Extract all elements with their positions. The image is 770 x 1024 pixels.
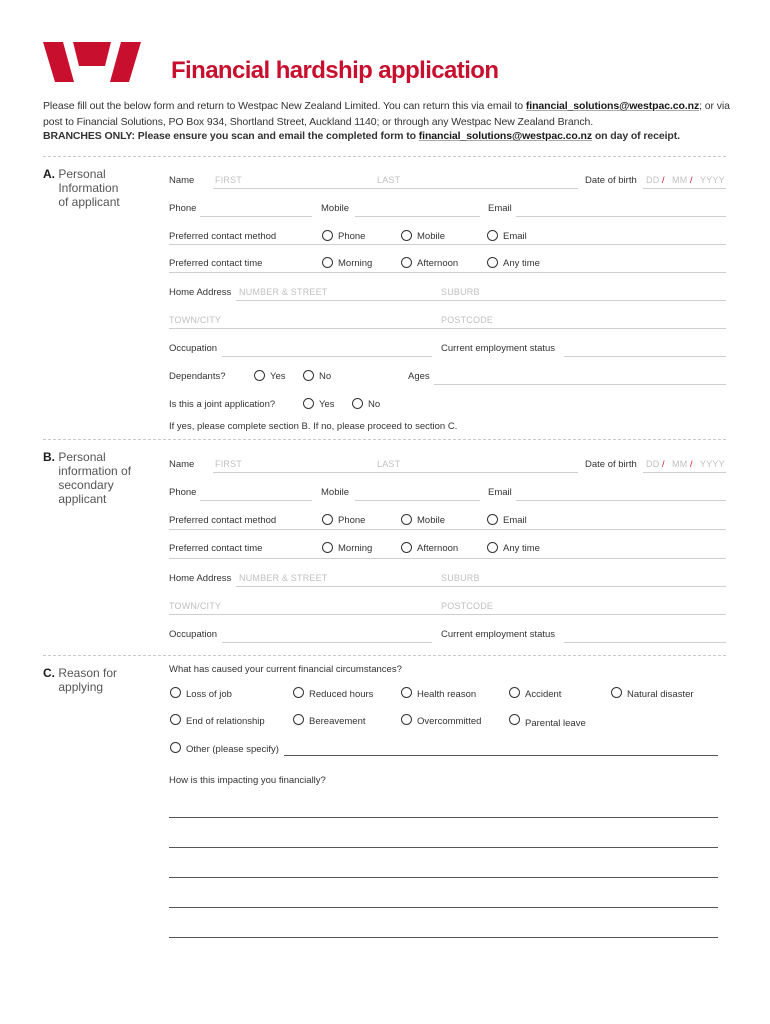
- time-morning-radio[interactable]: [322, 257, 333, 268]
- impact-answer-line[interactable]: [169, 937, 718, 938]
- joint-yes-label: Yes: [319, 399, 335, 410]
- row-divider: [169, 244, 726, 245]
- dob-yyyy: YYYY: [700, 459, 725, 469]
- suburb-placeholder: SUBURB: [441, 573, 480, 583]
- loss-of-job-label: Loss of job: [186, 689, 232, 700]
- dob-dd: DD: [646, 175, 660, 185]
- phone-label: Phone: [169, 487, 197, 498]
- preferred-time-label: Preferred contact time: [169, 543, 263, 554]
- preferred-time-label: Preferred contact time: [169, 258, 263, 269]
- occupation-label: Occupation: [169, 343, 218, 354]
- parental-leave-label: Parental leave: [525, 718, 586, 729]
- dob-mm: MM: [672, 459, 688, 469]
- first-name-placeholder: FIRST: [215, 459, 242, 469]
- phone-field[interactable]: [200, 216, 312, 217]
- town-postcode-field[interactable]: [169, 328, 726, 329]
- postcode-placeholder: POSTCODE: [441, 601, 494, 611]
- time-morning-label: Morning: [338, 258, 373, 269]
- health-reason-label: Health reason: [417, 689, 477, 700]
- method-phone-label: Phone: [338, 515, 366, 526]
- employment-label: Current employment status: [441, 629, 556, 640]
- method-email-label: Email: [503, 515, 527, 526]
- town-placeholder: TOWN/CITY: [169, 601, 222, 611]
- home-address-label: Home Address: [169, 287, 232, 298]
- section-b-label: B. Personal information of secondary applicant: [43, 450, 132, 506]
- joint-yes-radio[interactable]: [303, 398, 314, 409]
- employment-field[interactable]: [564, 356, 726, 357]
- name-label: Name: [169, 459, 195, 470]
- time-anytime-label: Any time: [503, 258, 540, 269]
- impact-answer-line[interactable]: [169, 817, 718, 818]
- dob-yyyy: YYYY: [700, 175, 725, 185]
- dob-slash: /: [662, 175, 665, 185]
- mobile-field[interactable]: [355, 500, 480, 501]
- time-anytime-radio[interactable]: [487, 542, 498, 553]
- time-afternoon-radio[interactable]: [401, 542, 412, 553]
- dependants-yes-radio[interactable]: [254, 370, 265, 381]
- town-placeholder: TOWN/CITY: [169, 315, 222, 325]
- dependants-no-label: No: [319, 371, 332, 382]
- time-morning-radio[interactable]: [322, 542, 333, 553]
- branches-note: BRANCHES ONLY: Please ensure you scan and email the completed form to financial_solutions@westpac.co.nz on day of receipt.: [43, 130, 680, 142]
- ages-label: Ages: [408, 371, 430, 382]
- row-divider: [169, 529, 726, 530]
- other-label: Other (please specify): [186, 744, 279, 755]
- time-morning-label: Morning: [338, 543, 373, 554]
- joint-no-label: No: [368, 399, 381, 410]
- preferred-method-label: Preferred contact method: [169, 515, 277, 526]
- name-field[interactable]: [213, 472, 578, 473]
- section-a-label: A. Personal Information of applicant: [43, 167, 120, 209]
- impact-answer-line[interactable]: [169, 907, 718, 908]
- impact-answer-line[interactable]: [169, 877, 718, 878]
- method-email-radio[interactable]: [487, 514, 498, 525]
- dob-slash: /: [662, 459, 665, 469]
- home-address-label: Home Address: [169, 573, 232, 584]
- time-afternoon-label: Afternoon: [417, 543, 459, 554]
- row-divider: [169, 272, 726, 273]
- address-field[interactable]: [236, 586, 726, 587]
- accident-radio[interactable]: [509, 687, 520, 698]
- email-link[interactable]: financial_solutions@westpac.co.nz: [525, 100, 700, 112]
- method-email-label: Email: [503, 231, 527, 242]
- name-label: Name: [169, 175, 195, 186]
- method-email-radio[interactable]: [487, 230, 498, 241]
- employment-label: Current employment status: [441, 343, 556, 354]
- reduced-hours-label: Reduced hours: [309, 689, 374, 700]
- divider: [43, 655, 726, 656]
- dob-field[interactable]: [643, 188, 726, 189]
- dob-mm: MM: [672, 175, 688, 185]
- overcommitted-label: Overcommitted: [417, 716, 482, 727]
- dependants-label: Dependants?: [169, 371, 226, 382]
- ages-field[interactable]: [434, 384, 726, 385]
- method-phone-radio[interactable]: [322, 230, 333, 241]
- email-field[interactable]: [516, 500, 726, 501]
- method-phone-radio[interactable]: [322, 514, 333, 525]
- occupation-label: Occupation: [169, 629, 218, 640]
- health-reason-radio[interactable]: [401, 687, 412, 698]
- email-field[interactable]: [516, 216, 726, 217]
- end-of-relationship-label: End of relationship: [186, 716, 265, 727]
- suburb-placeholder: SUBURB: [441, 287, 480, 297]
- section-c-label: C. Reason for applying: [43, 666, 118, 694]
- dob-label: Date of birth: [585, 175, 637, 186]
- time-afternoon-radio[interactable]: [401, 257, 412, 268]
- impact-question: How is this impacting you financially?: [169, 775, 326, 786]
- dependants-no-radio[interactable]: [303, 370, 314, 381]
- accident-label: Accident: [525, 689, 562, 700]
- intro-text: Please fill out the below form and return to Westpac New Zealand Limited. You can return this via email to financial_solutions@westpac.co.nz; or via post to Financial Solutions, PO Box 934, Shortland Street, Auckland 1140; or through any Westpac New Zealand Branch.: [43, 100, 730, 128]
- natural-disaster-radio[interactable]: [611, 687, 622, 698]
- natural-disaster-label: Natural disaster: [627, 689, 694, 700]
- joint-note: If yes, please complete section B. If no, please proceed to section C.: [169, 421, 458, 432]
- row-divider: [169, 558, 726, 559]
- end-of-relationship-radio[interactable]: [170, 714, 181, 725]
- time-afternoon-label: Afternoon: [417, 258, 459, 269]
- occupation-field[interactable]: [222, 356, 432, 357]
- preferred-method-label: Preferred contact method: [169, 231, 277, 242]
- other-specify-field[interactable]: [284, 755, 718, 756]
- dob-slash: /: [690, 175, 693, 185]
- email-label: Email: [488, 487, 512, 498]
- bereavement-label: Bereavement: [309, 716, 366, 727]
- address-field[interactable]: [236, 300, 726, 301]
- time-anytime-radio[interactable]: [487, 257, 498, 268]
- divider: [43, 156, 726, 157]
- overcommitted-radio[interactable]: [401, 714, 412, 725]
- dob-field[interactable]: [643, 472, 726, 473]
- other-radio[interactable]: [170, 742, 181, 753]
- impact-answer-line[interactable]: [169, 847, 718, 848]
- email-label: Email: [488, 203, 512, 214]
- phone-label: Phone: [169, 203, 197, 214]
- first-name-placeholder: FIRST: [215, 175, 242, 185]
- dob-label: Date of birth: [585, 459, 637, 470]
- method-mobile-radio[interactable]: [401, 514, 412, 525]
- page-title: Financial hardship application: [171, 57, 499, 84]
- bereavement-radio[interactable]: [293, 714, 304, 725]
- dob-slash: /: [690, 459, 693, 469]
- method-mobile-label: Mobile: [417, 231, 445, 242]
- town-postcode-field[interactable]: [169, 614, 726, 615]
- westpac-logo: [43, 42, 141, 82]
- method-mobile-label: Mobile: [417, 515, 445, 526]
- last-name-placeholder: LAST: [377, 175, 401, 185]
- phone-field[interactable]: [200, 500, 312, 501]
- mobile-label: Mobile: [321, 487, 349, 498]
- postcode-placeholder: POSTCODE: [441, 315, 494, 325]
- time-anytime-label: Any time: [503, 543, 540, 554]
- loss-of-job-radio[interactable]: [170, 687, 181, 698]
- last-name-placeholder: LAST: [377, 459, 401, 469]
- joint-label: Is this a joint application?: [169, 399, 276, 410]
- dob-dd: DD: [646, 459, 660, 469]
- branches-email-link[interactable]: financial_solutions@westpac.co.nz: [418, 130, 592, 142]
- method-mobile-radio[interactable]: [401, 230, 412, 241]
- reason-question: What has caused your current financial circumstances?: [169, 664, 402, 675]
- number-street-placeholder: NUMBER & STREET: [239, 573, 328, 583]
- divider: [43, 439, 726, 440]
- number-street-placeholder: NUMBER & STREET: [239, 287, 328, 297]
- joint-no-radio[interactable]: [352, 398, 363, 409]
- reduced-hours-radio[interactable]: [293, 687, 304, 698]
- occupation-field[interactable]: [222, 642, 432, 643]
- name-field[interactable]: [213, 188, 578, 189]
- dependants-yes-label: Yes: [270, 371, 286, 382]
- mobile-field[interactable]: [355, 216, 480, 217]
- mobile-label: Mobile: [321, 203, 349, 214]
- employment-field[interactable]: [564, 642, 726, 643]
- method-phone-label: Phone: [338, 231, 366, 242]
- parental-leave-radio[interactable]: [509, 714, 520, 725]
